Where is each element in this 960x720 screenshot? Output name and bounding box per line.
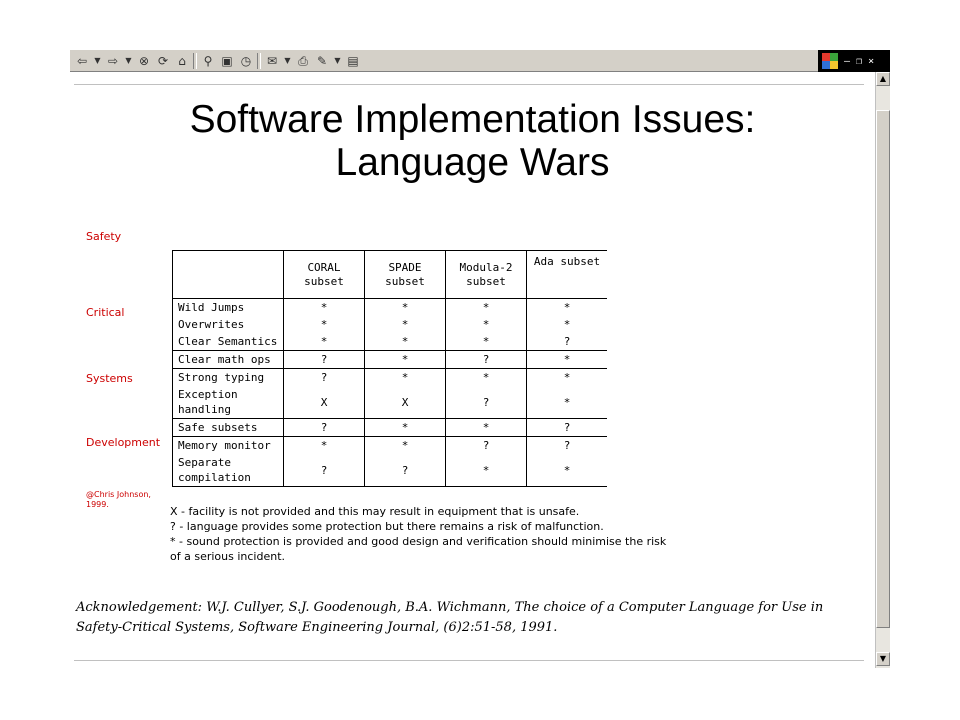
slide-title [70,98,875,184]
forward-dropdown-icon[interactable]: ▼ [125,55,132,65]
windows-logo-icon [822,53,838,69]
table-cell: * [527,369,608,387]
column-header-line: Ada subset [533,255,601,268]
table-cell: ? [527,437,608,455]
table-cell: * [446,299,527,317]
table-cell: * [527,351,608,369]
refresh-icon[interactable]: ⟳ [157,53,169,68]
table-row [173,316,608,333]
table-cell: * [527,454,608,487]
top-divider [74,84,864,85]
column-header-line: subset [466,274,506,288]
table-corner-cell [173,251,284,299]
column-header-line: subset [385,274,425,288]
table-cell: ? [446,351,527,369]
bottom-divider [74,660,864,661]
row-label: Clear Semantics [173,333,284,351]
slide-title-line2: Language Wars [335,141,610,184]
home-icon[interactable]: ⌂ [178,53,186,68]
table-cell: * [446,454,527,487]
column-header-line: CORAL [307,260,341,274]
scroll-down-arrow-icon[interactable]: ▼ [876,652,890,666]
restore-button[interactable]: ❐ [856,55,863,67]
table-cell: ? [284,454,365,487]
history-icon[interactable]: ◷ [240,53,252,68]
column-header-line: subset [304,274,344,288]
row-label: Clear math ops [173,351,284,369]
row-label: Separate compilation [173,454,284,487]
table-cell: * [527,299,608,317]
table-cell: ? [446,437,527,455]
column-header-line: SPADE [388,260,422,274]
discuss-icon[interactable]: ▤ [347,53,359,68]
search-icon[interactable]: ⚲ [203,53,213,68]
column-header-line: Modula-2 [459,260,513,274]
table-cell: * [446,419,527,437]
scroll-up-arrow-icon[interactable]: ▲ [876,72,890,86]
column-header-coral [284,251,365,299]
table-cell: ? [446,386,527,419]
minimize-button[interactable]: – [844,55,851,67]
table-cell: * [365,333,446,351]
table-cell: X [284,386,365,419]
mail-icon[interactable]: ✉ [266,53,278,68]
window-controls [818,50,890,72]
back-icon[interactable]: ⇦ [76,53,88,68]
table-cell: * [284,299,365,317]
row-label: Memory monitor [173,437,284,455]
table-cell: ? [284,351,365,369]
copyright-note: @Chris Johnson, 1999. [86,490,151,509]
table-header-row [173,251,608,299]
table-cell: X [365,386,446,419]
sidebar-word-systems: Systems [86,372,133,385]
table-cell: * [365,419,446,437]
close-button[interactable]: × [868,55,875,67]
back-dropdown-icon[interactable]: ▼ [94,55,101,65]
language-comparison-table [172,250,607,487]
table-cell: * [284,437,365,455]
table-cell: * [365,437,446,455]
print-icon[interactable]: ⎙ [298,53,308,68]
stop-icon[interactable]: ⊗ [138,53,150,68]
browser-window [70,50,890,668]
acknowledgement-text: Acknowledgement: W.J. Cullyer, S.J. Goodenough, B.A. Wichmann, The choice of a Computer Language for Use in Safety-Critical Systems, Software Engineering Journal, (6)2:51-58, 1991. [76,600,824,635]
table-cell: * [365,299,446,317]
browser-toolbar [70,50,818,72]
table-cell: ? [365,454,446,487]
sidebar-word-development: Development [86,436,161,449]
table-cell: * [446,316,527,333]
mail-dropdown-icon[interactable]: ▼ [284,55,291,65]
favorites-icon[interactable]: ▣ [221,53,233,68]
table-cell: ? [527,333,608,351]
table-row [173,333,608,351]
table-cell: * [365,369,446,387]
slide-title-line1: Software Implementation Issues: [189,98,756,141]
table-legend [170,504,670,564]
legend-x: X - facility is not provided and this may result in equipment that is unsafe. [170,505,580,518]
table-cell: * [365,351,446,369]
table-cell: * [527,386,608,419]
table-cell: * [446,333,527,351]
vertical-scrollbar[interactable] [875,72,890,668]
row-label: Wild Jumps [173,299,284,317]
table-cell: * [284,316,365,333]
table-cell: * [284,333,365,351]
legend-question: ? - language provides some protection but there remains a risk of malfunction. [170,520,604,533]
table-row [173,419,608,437]
table-row [173,386,608,419]
table-cell: * [365,316,446,333]
table-cell: * [446,369,527,387]
row-label: Overwrites [173,316,284,333]
row-label: Exception handling [173,386,284,419]
column-header-spade [365,251,446,299]
edit-icon[interactable]: ✎ [316,53,328,68]
forward-icon[interactable]: ⇨ [107,53,119,68]
column-header-ada [527,251,608,299]
row-label: Safe subsets [173,419,284,437]
toolbar-separator [257,53,261,69]
table-row [173,437,608,455]
edit-dropdown-icon[interactable]: ▼ [334,55,341,65]
table-row [173,369,608,387]
table-row [173,454,608,487]
row-label: Strong typing [173,369,284,387]
legend-star: * - sound protection is provided and good design and verification should minimise the risk of a serious incident. [170,535,667,563]
table-cell: ? [527,419,608,437]
column-header-modula2 [446,251,527,299]
sidebar-word-safety: Safety [86,230,122,243]
scroll-thumb[interactable] [876,110,890,628]
table-cell: ? [284,369,365,387]
sidebar-word-critical: Critical [86,306,125,319]
toolbar-separator [193,53,197,69]
table-row [173,299,608,317]
table-cell: ? [284,419,365,437]
table-row [173,351,608,369]
table-cell: * [527,316,608,333]
